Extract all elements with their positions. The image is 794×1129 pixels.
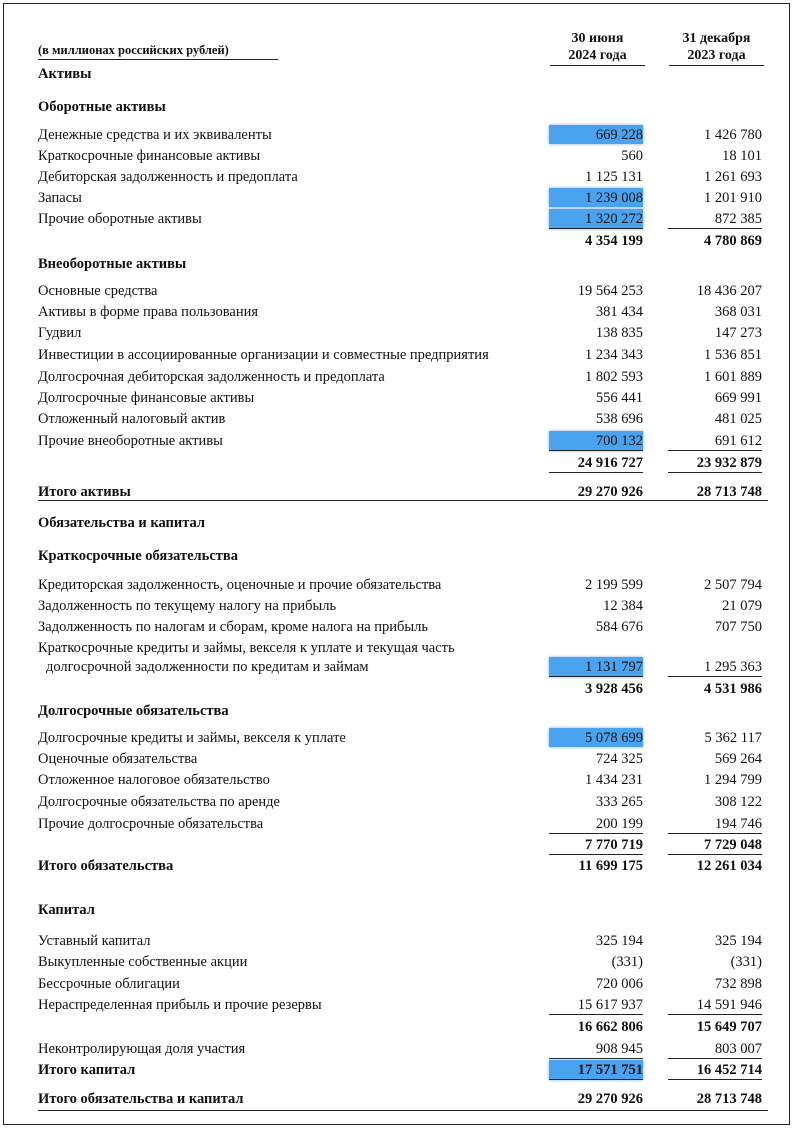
row-label: Прочие внеоборотные активы	[38, 433, 223, 449]
value-2023: 7 729 048	[668, 835, 762, 855]
row-label: Нераспределенная прибыль и прочие резервы	[38, 997, 322, 1013]
row-label: Прочие оборотные активы	[38, 211, 202, 227]
table-row	[38, 388, 768, 409]
value-2023: 14 591 946	[668, 995, 762, 1015]
row-label: Дебиторская задолженность и предоплата	[38, 169, 298, 185]
row-label: Краткосрочные финансовые активы	[38, 148, 261, 164]
row-label: Оценочные обязательства	[38, 751, 198, 767]
row-label: Выкупленные собственные акции	[38, 954, 248, 970]
value-2023: 23 932 879	[668, 453, 762, 473]
table-row	[38, 431, 768, 452]
table-row	[38, 482, 768, 503]
row-label: Бессрочные облигации	[38, 976, 180, 992]
value-2024: 560	[621, 148, 643, 164]
value-2023: 691 612	[668, 431, 762, 451]
section-label: Обязательства и капитал	[38, 515, 206, 531]
final-total-divider	[38, 1110, 768, 1111]
table-row	[38, 409, 768, 430]
subtotal-row	[38, 1017, 768, 1038]
value-2024: 1 239 008	[549, 188, 643, 207]
subtotal-row	[38, 453, 768, 474]
value-2023: 5 362 117	[704, 730, 762, 746]
subtotal-row	[38, 835, 768, 856]
value-2023: 2 507 794	[704, 577, 762, 593]
section-heading	[38, 701, 768, 722]
table-row	[38, 617, 768, 638]
value-2023: 1 536 851	[704, 347, 762, 363]
table-row	[38, 657, 768, 678]
value-2023: 18 436 207	[696, 283, 762, 299]
value-2024: 24 916 727	[549, 453, 643, 473]
row-label: Уставный капитал	[38, 933, 151, 949]
value-2024: 11 699 175	[578, 858, 643, 874]
value-2024: 29 270 926	[577, 1091, 643, 1107]
column-header-2024	[550, 30, 645, 66]
value-2024: 700 132	[549, 431, 643, 451]
row-label: Инвестиции в ассоциированные организации и совместные предприятия	[38, 347, 489, 363]
value-2023: 481 025	[714, 411, 762, 427]
row-label: Долгосрочные кредиты и займы, векселя к уплате	[38, 730, 346, 746]
value-2024: 29 270 926	[577, 484, 643, 500]
row-label: Долгосрочные обязательства по аренде	[38, 794, 280, 810]
table-row	[38, 575, 768, 596]
value-2024: 333 265	[595, 794, 643, 810]
table-row	[38, 974, 768, 995]
column-header-2023	[669, 30, 764, 66]
section-label: Внеоборотные активы	[38, 256, 187, 272]
value-2023: 18 101	[722, 148, 762, 164]
value-2024: 2 199 599	[585, 577, 643, 593]
value-2024: 12 384	[603, 598, 643, 614]
value-2024: 138 835	[595, 325, 643, 341]
table-row	[38, 931, 768, 952]
row-label: Гудвил	[38, 325, 82, 341]
value-2023: 669 991	[714, 390, 762, 406]
column-header-2024-date: 30 июня	[571, 31, 624, 46]
value-2023: 569 264	[714, 751, 762, 767]
table-row	[38, 345, 768, 366]
value-2023: 368 031	[714, 304, 762, 320]
value-2023: 803 007	[668, 1039, 762, 1059]
value-2024: 19 564 253	[577, 283, 643, 299]
row-label: Кредиторская задолженность, оценочные и прочие обязательства	[38, 577, 442, 593]
subtotal-row	[38, 679, 768, 700]
value-2024: 1 434 231	[585, 772, 643, 788]
section-heading	[38, 254, 768, 275]
section-label: Оборотные активы	[38, 99, 166, 115]
table-row	[38, 856, 768, 877]
value-2024: 1 131 797	[549, 657, 643, 677]
value-2023: (331)	[730, 954, 762, 970]
value-2023: 1 295 363	[668, 657, 762, 677]
table-row	[38, 146, 768, 167]
row-label: Активы в форме права пользования	[38, 304, 259, 320]
column-header-2024-year: 2024 года	[568, 48, 627, 63]
value-2024: 381 434	[595, 304, 643, 320]
table-row	[38, 188, 768, 209]
value-2024: 200 199	[549, 814, 643, 834]
value-2023: 325 194	[714, 933, 762, 949]
value-2024: 1 802 593	[585, 369, 643, 385]
subtotal-row	[38, 231, 768, 252]
value-2024: 16 662 806	[577, 1019, 643, 1035]
row-label: долгосрочной задолженности по кредитам и займам	[46, 659, 369, 675]
value-2024: 4 354 199	[585, 233, 643, 249]
value-2024: 325 194	[595, 933, 643, 949]
section-heading	[38, 546, 768, 567]
value-2023: 308 122	[714, 794, 762, 810]
row-label: Итого активы	[38, 484, 131, 500]
table-row	[38, 728, 768, 749]
value-2024: 720 006	[595, 976, 643, 992]
value-2023: 707 750	[714, 619, 762, 635]
value-2023: 194 746	[668, 814, 762, 834]
section-heading	[38, 900, 768, 921]
value-2024: 556 441	[595, 390, 643, 406]
table-row	[38, 167, 768, 188]
table-row	[38, 749, 768, 770]
value-2023: 21 079	[722, 598, 762, 614]
value-2024: 17 571 751	[549, 1060, 643, 1080]
value-2023: 732 898	[714, 976, 762, 992]
row-label: Итого обязательства	[38, 858, 174, 874]
table-row	[38, 367, 768, 388]
section-heading	[38, 64, 768, 85]
row-label: Отложенное налоговое обязательство	[38, 772, 270, 788]
value-2024: 538 696	[595, 411, 643, 427]
value-2023: 12 261 034	[696, 858, 762, 874]
table-row	[38, 1089, 768, 1110]
row-label: Отложенный налоговый актив	[38, 411, 226, 427]
section-label: Краткосрочные обязательства	[38, 548, 238, 564]
row-label: Краткосрочные кредиты и займы, векселя к уплате и текущая часть	[38, 640, 455, 656]
value-2024: (331)	[611, 954, 643, 970]
value-2024: 7 770 719	[549, 835, 643, 855]
table-row	[38, 814, 768, 835]
value-2023: 15 649 707	[696, 1019, 762, 1035]
table-row	[38, 1039, 768, 1060]
table-row	[38, 952, 768, 973]
row-label: Прочие долгосрочные обязательства	[38, 816, 264, 832]
column-header-2023-date: 31 декабря	[682, 31, 751, 46]
value-2023: 28 713 748	[696, 1091, 762, 1107]
table-row	[38, 638, 768, 659]
value-2023: 28 713 748	[696, 484, 762, 500]
row-label: Задолженность по текущему налогу на прибыль	[38, 598, 337, 614]
statement-page	[3, 3, 790, 1125]
table-row	[38, 770, 768, 791]
value-2024: 584 676	[595, 619, 643, 635]
table-row	[38, 125, 768, 146]
unit-label: (в миллионах российских рублей)	[38, 43, 278, 60]
value-2023: 1 294 799	[704, 772, 762, 788]
value-2024: 1 125 131	[585, 169, 643, 185]
row-label: Итого обязательства и капитал	[38, 1091, 244, 1107]
value-2024: 1 234 343	[585, 347, 643, 363]
row-label: Денежные средства и их эквиваленты	[38, 127, 272, 143]
section-label: Долгосрочные обязательства	[38, 703, 229, 719]
row-label: Задолженность по налогам и сборам, кроме налога на прибыль	[38, 619, 429, 635]
row-label: Неконтролирующая доля участия	[38, 1041, 246, 1057]
table-row	[38, 302, 768, 323]
row-label: Основные средства	[38, 283, 158, 299]
table-row	[38, 209, 768, 230]
value-2023: 1 261 693	[704, 169, 762, 185]
table-row	[38, 995, 768, 1016]
value-2023: 1 201 910	[704, 190, 762, 206]
value-2024: 1 320 272	[549, 209, 643, 229]
section-label: Капитал	[38, 902, 95, 918]
value-2023: 147 273	[714, 325, 762, 341]
row-label: Итого капитал	[38, 1062, 136, 1078]
row-label: Запасы	[38, 190, 82, 206]
value-2023: 1 426 780	[704, 127, 762, 143]
value-2023: 4 531 986	[704, 681, 762, 697]
table-row	[38, 792, 768, 813]
value-2024: 908 945	[549, 1039, 643, 1059]
value-2024: 3 928 456	[585, 681, 643, 697]
value-2023: 4 780 869	[704, 233, 762, 249]
table-row	[38, 1060, 768, 1081]
section-label: Активы	[38, 66, 92, 82]
section-heading	[38, 97, 768, 118]
section-heading	[38, 513, 768, 534]
value-2024: 15 617 937	[549, 995, 643, 1015]
table-row	[38, 281, 768, 302]
value-2023: 872 385	[668, 209, 762, 229]
row-label: Долгосрочная дебиторская задолженность и предоплата	[38, 369, 385, 385]
value-2024: 669 228	[549, 125, 643, 144]
value-2023: 16 452 714	[668, 1060, 762, 1080]
value-2023: 1 601 889	[704, 369, 762, 385]
table-row	[38, 596, 768, 617]
column-header-2023-year: 2023 года	[687, 48, 746, 63]
value-2024: 724 325	[595, 751, 643, 767]
value-2024: 5 078 699	[549, 728, 643, 747]
table-row	[38, 323, 768, 344]
row-label: Долгосрочные финансовые активы	[38, 390, 255, 406]
